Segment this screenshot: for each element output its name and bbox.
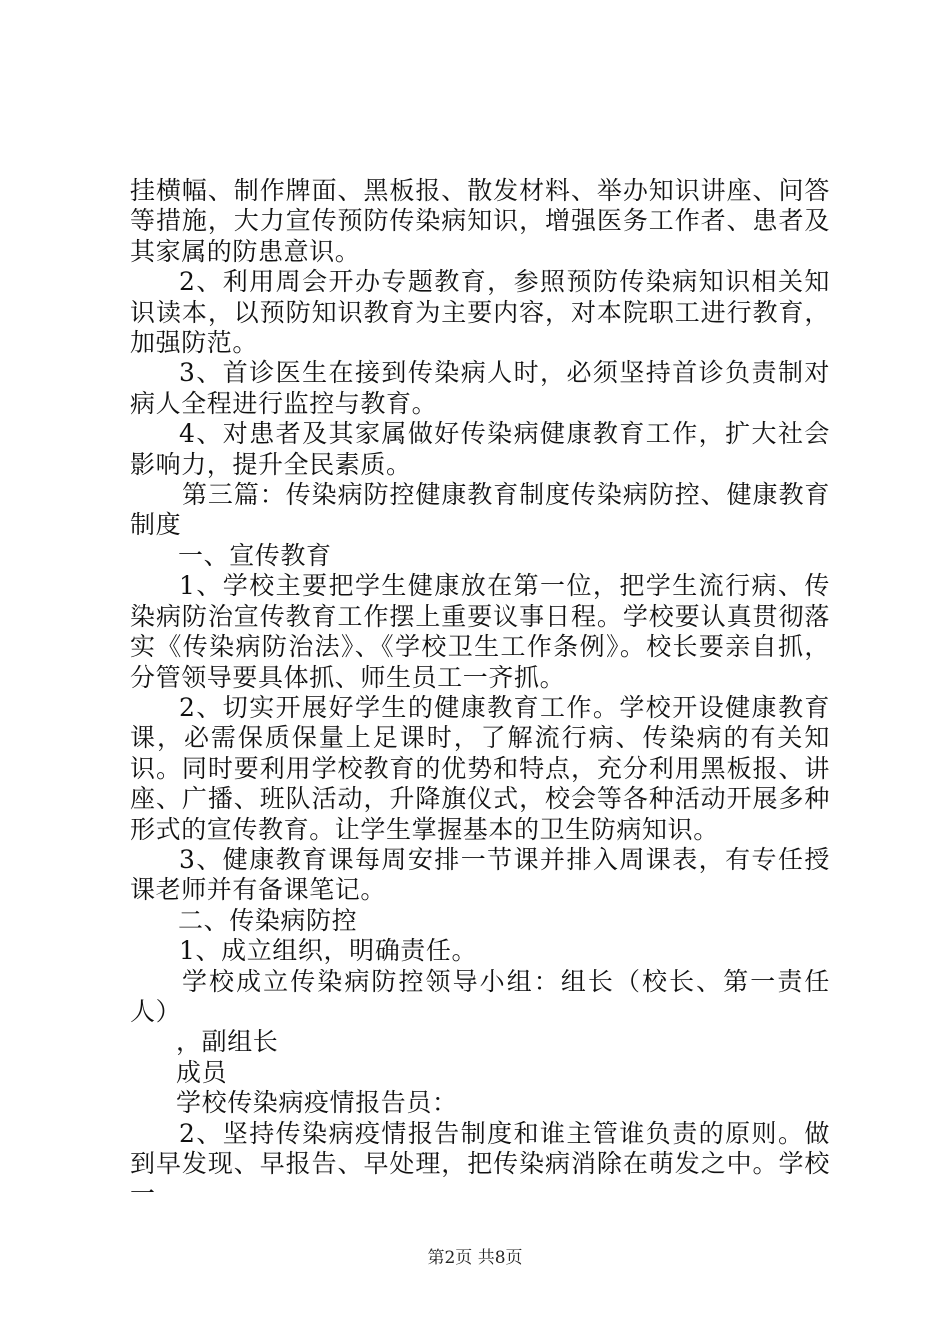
paragraph-leading-group: 学校成立传染病防控领导小组：组长（校长、第一责任人） bbox=[130, 966, 830, 1026]
paragraph-school-item-2: 2、切实开展好学生的健康教育工作。学校开设健康教育课，必需保质保量上足课时，了解流行病、传染病的有关知识。同时要利用学校教育的优势和特点，充分利用黑板报、讲座、广播、班队活动，升降旗仪式，校会等各种活动开展多种形式的宣传教育。让学生掌握基本的卫生防病知识。 bbox=[130, 692, 830, 844]
paragraph-item-4-patient-education: 4、对患者及其家属做好传染病健康教育工作，扩大社会影响力，提升全民素质。 bbox=[130, 419, 830, 479]
paragraph-school-item-1: 1、学校主要把学生健康放在第一位，把学生流行病、传染病防治宣传教育工作摆上重要议事日程。学校要认真贯彻落实《传染病防治法》、《学校卫生工作条例》。校长要亲自抓，分管领导要具体抓、师生员工一齐抓。 bbox=[130, 571, 830, 692]
paragraph-control-item-1: 1、成立组织，明确责任。 bbox=[179, 936, 478, 966]
paragraph-item-3-first-diagnosis: 3、首诊医生在接到传染病人时，必须坚持首诊负责制对病人全程进行监控与教育。 bbox=[130, 358, 830, 418]
paragraph-epidemic-reporter: 学校传染病疫情报告员： bbox=[176, 1088, 458, 1118]
paragraph-members: 成员 bbox=[176, 1057, 228, 1087]
section-heading-publicity-education: 一、宣传教育 bbox=[178, 540, 332, 570]
page-number-footer: 第2页 共8页 bbox=[427, 1248, 523, 1268]
paragraph-school-item-3: 3、健康教育课每周安排一节课并排入周课表，有专任授课老师并有备课笔记。 bbox=[130, 844, 830, 905]
paragraph-publicity-measures: 挂横幅、制作牌面、黑板报、散发材料、举办知识讲座、问答等措施，大力宣传预防传染病知识，增强医务工作者、患者及其家属的防患意识。 bbox=[130, 176, 830, 266]
section-title-part-three: 第三篇：传染病防控健康教育制度传染病防控、健康教育制度 bbox=[130, 480, 830, 540]
paragraph-control-item-2: 2、坚持传染病疫情报告制度和谁主管谁负责的原则。做到早发现、早报告、早处理，把传染病消除在萌发之中。学校一 bbox=[130, 1118, 830, 1209]
section-heading-disease-control: 二、传染病防控 bbox=[178, 905, 358, 935]
paragraph-item-2-weekly-meeting: 2、利用周会开办专题教育，参照预防传染病知识相关知识读本，以预防知识教育为主要内容，对本院职工进行教育，加强防范。 bbox=[130, 267, 830, 358]
paragraph-deputy-leader: ，副组长 bbox=[176, 1027, 279, 1057]
document-body bbox=[130, 176, 830, 1210]
